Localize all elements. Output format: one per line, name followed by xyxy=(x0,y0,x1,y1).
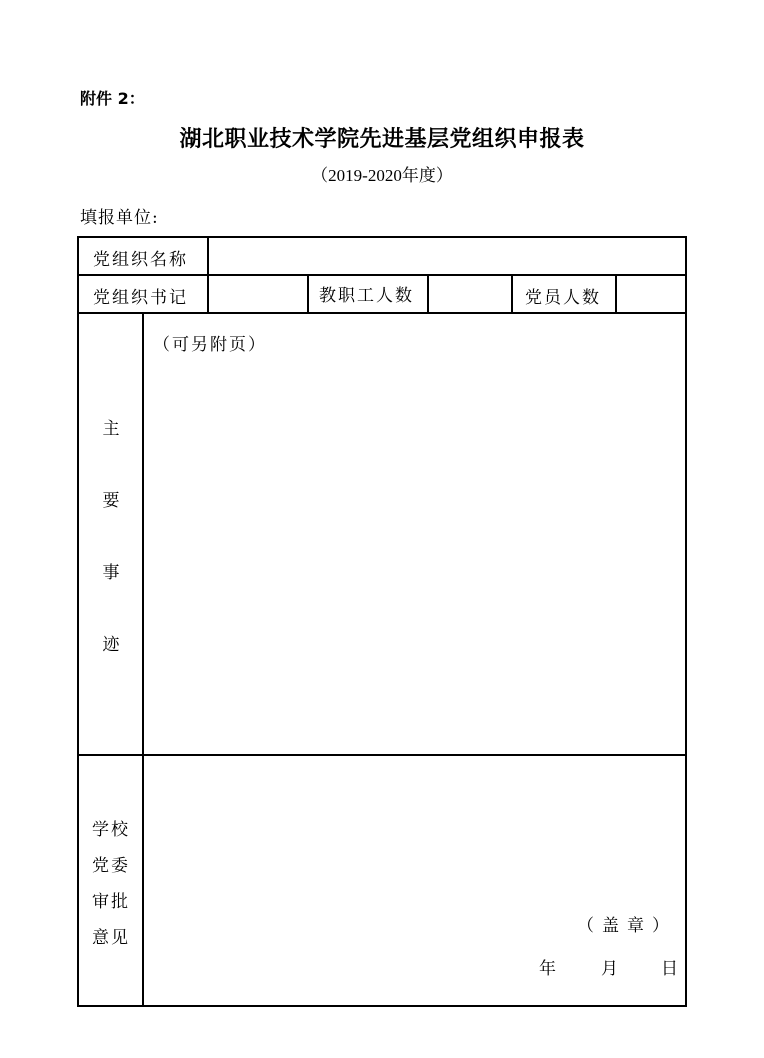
staff-count-label: 教职工人数 xyxy=(319,285,414,306)
deeds-char: 事 xyxy=(102,563,120,583)
column-divider xyxy=(207,238,209,313)
attachment-label: 附件 2： xyxy=(80,89,145,108)
deeds-char: 要 xyxy=(102,491,120,511)
column-divider xyxy=(427,275,429,313)
row-divider xyxy=(79,754,685,756)
org-name-field[interactable] xyxy=(213,238,679,274)
reporting-unit-label: 填报单位: xyxy=(80,208,159,228)
date-month-label: 月 xyxy=(601,959,618,979)
secretary-label: 党组织书记 xyxy=(93,287,188,308)
column-divider xyxy=(307,275,309,313)
org-name-label: 党组织名称 xyxy=(93,249,188,270)
application-form-table xyxy=(77,236,687,1007)
staff-count-field[interactable] xyxy=(433,276,507,312)
approval-label-line: 审批 xyxy=(92,892,130,912)
form-subtitle: （2019-2020年度） xyxy=(311,166,453,185)
deeds-char: 主 xyxy=(102,419,120,439)
date-day-label: 日 xyxy=(661,959,678,979)
column-divider xyxy=(511,275,513,313)
deeds-char: 迹 xyxy=(102,635,120,655)
approval-label-line: 意见 xyxy=(92,928,130,948)
deeds-note: （可另附页） xyxy=(153,335,267,355)
approval-label-line: 学校 xyxy=(92,820,130,840)
stamp-label: （盖章） xyxy=(577,916,677,936)
secretary-field[interactable] xyxy=(213,276,303,312)
approval-label-line: 党委 xyxy=(92,856,130,876)
member-count-field[interactable] xyxy=(621,276,681,312)
member-count-label: 党员人数 xyxy=(525,287,601,308)
date-year-label: 年 xyxy=(539,959,556,979)
form-title: 湖北职业技术学院先进基层党组织申报表 xyxy=(179,126,585,152)
column-divider xyxy=(615,275,617,313)
